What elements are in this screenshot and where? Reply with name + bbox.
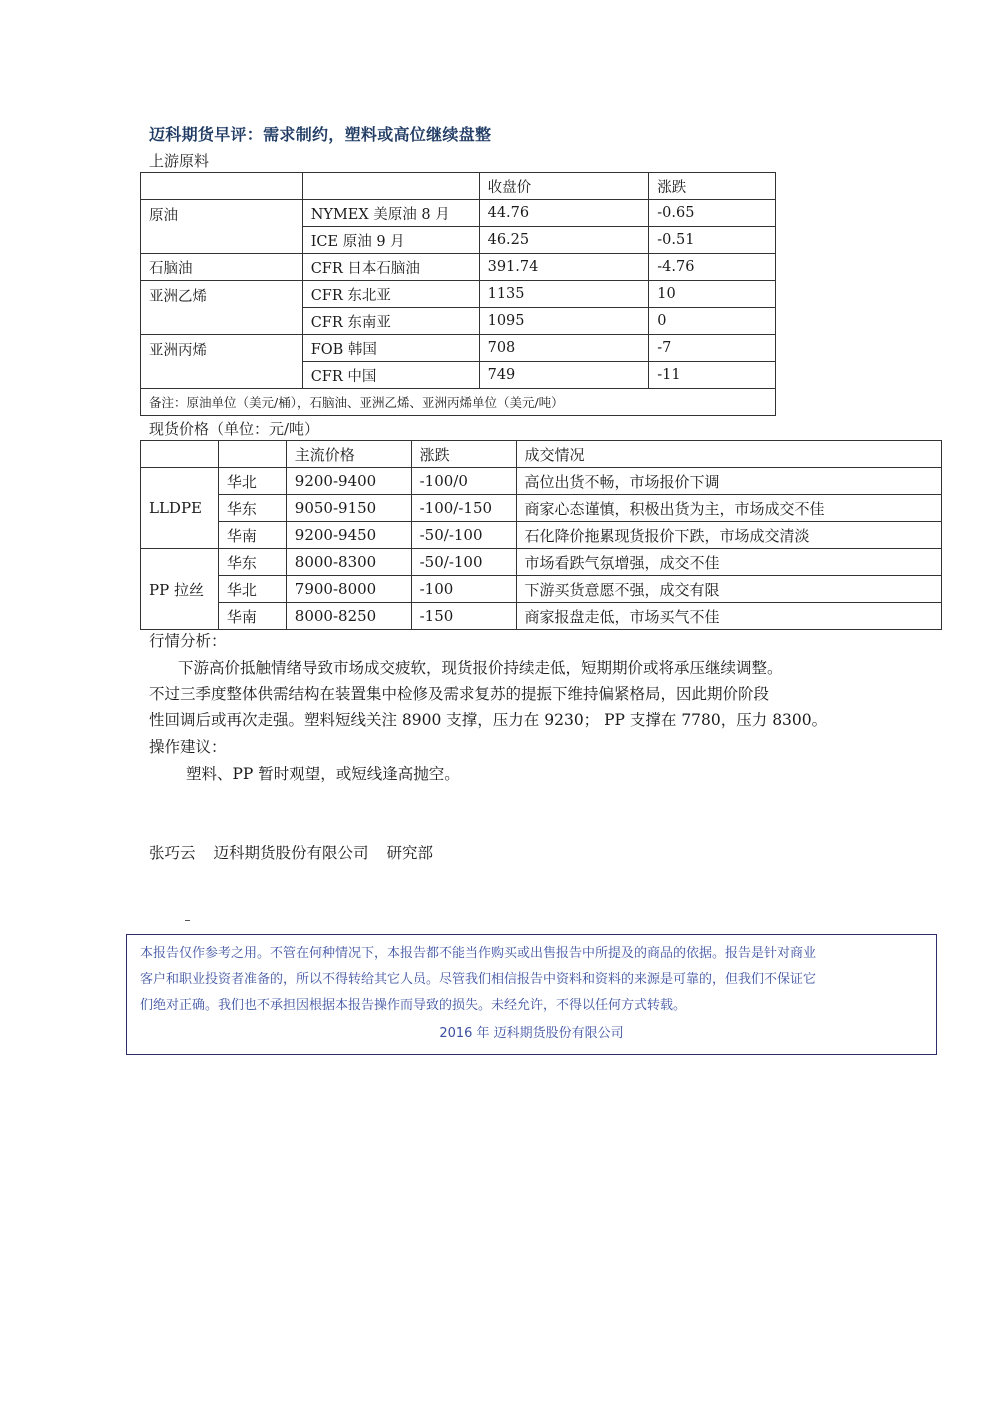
table-row [141,200,776,227]
change-cell: -7 [649,335,776,362]
header-cell: 收盘价 [479,173,649,200]
table-row [141,495,942,522]
analysis-paragraph-line: 下游高价抵触情绪导致市场成交疲软，现货报价持续走低，短期期价或将承压继续调整。 [178,659,783,677]
spot-price-table [140,440,942,630]
region-cell: 华北 [218,468,286,495]
header-cell [141,173,303,200]
author-name: 张巧云 [149,844,196,862]
status-cell: 石化降价拖累现货报价下跌，市场成交清淡 [516,522,942,549]
spot-heading: 现货价格（单位：元/吨） [149,420,320,438]
status-cell: 商家心态谨慎，积极出货为主，市场成交不佳 [516,495,942,522]
product-cell: LLDPE [141,468,219,549]
group-cell: 原油 [141,200,303,254]
table-header-row [141,441,942,468]
group-cell: 亚洲丙烯 [141,335,303,389]
disclaimer-box [126,934,937,1055]
advice-heading: 操作建议： [149,738,227,756]
price-cell: 9050-9150 [286,495,411,522]
price-cell: 1135 [479,281,649,308]
name-cell: FOB 韩国 [302,335,479,362]
region-cell: 华南 [218,603,286,630]
author-dept: 研究部 [386,844,434,862]
change-cell: -100 [411,576,516,603]
upstream-heading: 上游原料 [149,152,210,170]
name-cell: NYMEX 美原油 8 月 [302,200,479,227]
price-cell: 8000-8250 [286,603,411,630]
header-cell [141,441,219,468]
price-cell: 749 [479,362,649,389]
change-cell: -4.76 [649,254,776,281]
name-cell: CFR 东北亚 [302,281,479,308]
report-title: 迈科期货早评：需求制约，塑料或高位继续盘整 [149,125,492,144]
price-cell: 8000-8300 [286,549,411,576]
change-cell: -50/-100 [411,522,516,549]
header-cell: 涨跌 [411,441,516,468]
status-cell: 市场看跌气氛增强，成交不佳 [516,549,942,576]
name-cell: CFR 日本石脑油 [302,254,479,281]
header-cell [218,441,286,468]
change-cell: -0.51 [649,227,776,254]
price-cell: 9200-9450 [286,522,411,549]
table-row [141,549,942,576]
disclaimer-text [140,941,924,1019]
price-cell: 391.74 [479,254,649,281]
header-cell [302,173,479,200]
analysis-heading: 行情分析： [149,632,227,650]
name-cell: CFR 东南亚 [302,308,479,335]
header-cell: 主流价格 [286,441,411,468]
price-cell: 44.76 [479,200,649,227]
price-cell: 46.25 [479,227,649,254]
status-cell: 高位出货不畅，市场报价下调 [516,468,942,495]
price-cell: 9200-9400 [286,468,411,495]
unit-note: 备注：原油单位（美元/桶），石脑油、亚洲乙烯、亚洲丙烯单位（美元/吨） [141,389,776,416]
table-row [141,576,942,603]
status-cell: 下游买货意愿不强，成交有限 [516,576,942,603]
header-cell: 成交情况 [516,441,942,468]
table-row [141,281,776,308]
author-line [149,840,433,867]
product-cell: PP 拉丝 [141,549,219,630]
table-row [141,468,942,495]
table-row [141,522,942,549]
price-cell: 708 [479,335,649,362]
upstream-table [140,172,776,416]
analysis-paragraph-line: 不过三季度整体供需结构在装置集中检修及需求复苏的提振下维持偏紧格局，因此期价阶段 [149,685,770,703]
region-cell: 华东 [218,549,286,576]
price-cell: 7900-8000 [286,576,411,603]
disclaimer-line: 们绝对正确。我们也不承担因根据本报告操作而导致的损失。未经允许，不得以任何方式转载。 [140,998,687,1013]
group-cell: 亚洲乙烯 [141,281,303,335]
author-company: 迈科期货股份有限公司 [213,844,369,862]
table-note-row [141,389,776,416]
table-row [141,603,942,630]
region-cell: 华北 [218,576,286,603]
header-cell: 涨跌 [649,173,776,200]
name-cell: CFR 中国 [302,362,479,389]
table-header-row [141,173,776,200]
change-cell: 0 [649,308,776,335]
change-cell: -150 [411,603,516,630]
divider-mark [185,920,190,921]
change-cell: -100/0 [411,468,516,495]
change-cell: -50/-100 [411,549,516,576]
region-cell: 华东 [218,495,286,522]
table-row [141,335,776,362]
price-cell: 1095 [479,308,649,335]
disclaimer-line: 本报告仅作参考之用。不管在何种情况下，本报告都不能当作购买或出售报告中所提及的商品的依据。报告是针对商业 [140,946,817,961]
change-cell: 10 [649,281,776,308]
change-cell: -100/-150 [411,495,516,522]
region-cell: 华南 [218,522,286,549]
analysis-paragraph-line: 性回调后或再次走强。塑料短线关注 8900 支撑，压力在 9230； PP 支撑在 7780，压力 8300。 [149,711,828,729]
status-cell: 商家报盘走低，市场买气不佳 [516,603,942,630]
table-row [141,254,776,281]
change-cell: -0.65 [649,200,776,227]
group-cell: 石脑油 [141,254,303,281]
disclaimer-line: 客户和职业投资者准备的，所以不得转给其它人员。尽管我们相信报告中资料和资料的来源是可靠的，但我们不保证它 [140,972,817,987]
advice-text: 塑料、PP 暂时观望，或短线逢高抛空。 [186,765,460,783]
copyright-footer: 2016 年 迈科期货股份有限公司 [439,1026,624,1041]
name-cell: ICE 原油 9 月 [302,227,479,254]
change-cell: -11 [649,362,776,389]
